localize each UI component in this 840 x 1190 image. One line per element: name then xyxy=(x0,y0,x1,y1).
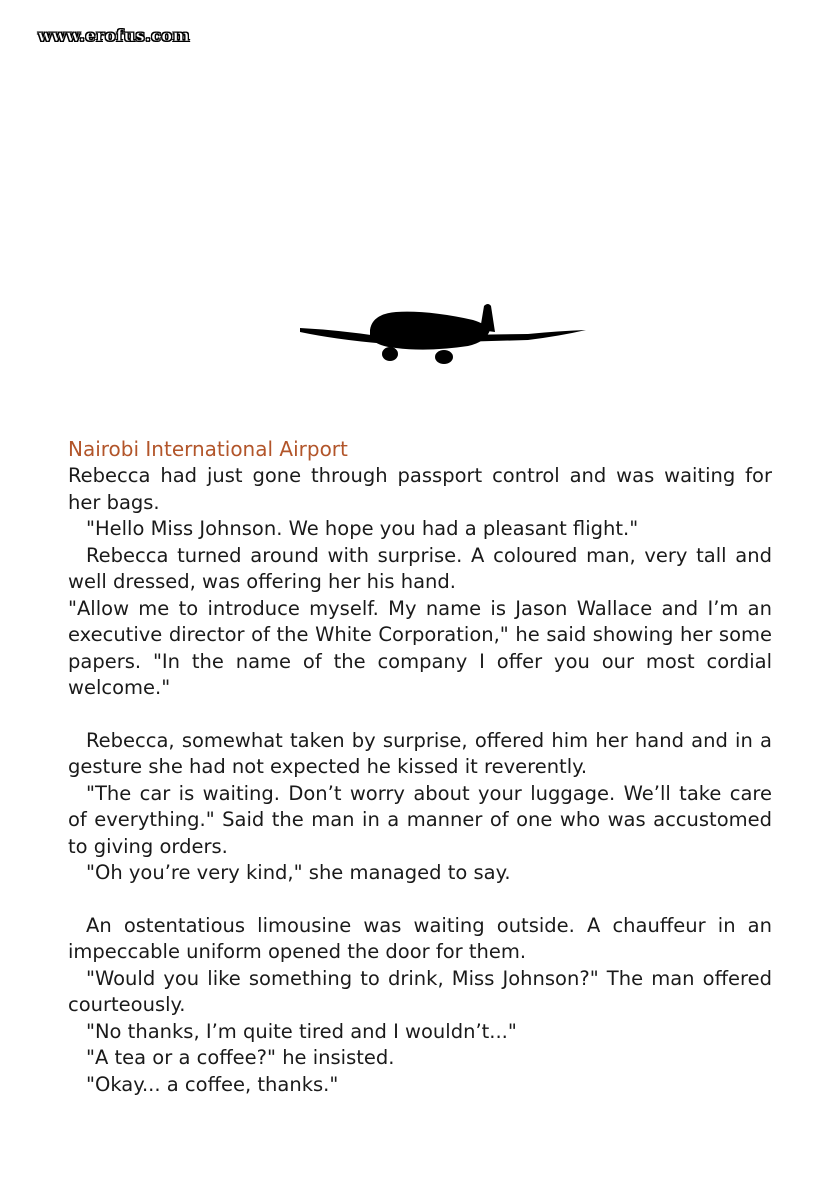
paragraph: "Would you like something to drink, Miss Johnson?" The man offered courteously. xyxy=(68,966,772,1016)
paragraph: "The car is waiting. Don’t worry about your luggage. We’ll take care of everything." Said the man in a manner of one who was accustomed to giving orders. xyxy=(68,781,772,858)
story-text xyxy=(68,436,772,1098)
chapter-heading: Nairobi International Airport xyxy=(68,437,348,461)
paragraph: "A tea or a coffee?" he insisted. xyxy=(86,1046,395,1069)
paragraph: "Oh you’re very kind," she managed to say. xyxy=(86,861,511,884)
paragraph: Rebecca, somewhat taken by surprise, offered him her hand and in a gesture she had not expected he kissed it reverently. xyxy=(68,728,772,778)
paragraph: "Hello Miss Johnson. We hope you had a pleasant flight." xyxy=(86,517,639,540)
paragraph: "Okay... a coffee, thanks." xyxy=(86,1072,339,1096)
paragraph-gap xyxy=(68,702,772,728)
paragraph: "No thanks, I’m quite tired and I wouldn’t..." xyxy=(86,1019,517,1043)
watermark: www.erofus.com xyxy=(38,26,190,45)
paragraph-gap xyxy=(68,887,772,913)
paragraph: Rebecca had just gone through passport control and was waiting for her bags. xyxy=(68,464,772,514)
paragraph: An ostentatious limousine was waiting outside. A chauffeur in an impeccable uniform opened the door for them. xyxy=(68,913,772,963)
paragraph: Rebecca turned around with surprise. A coloured man, very tall and well dressed, was offering her his hand. xyxy=(68,543,772,593)
airplane-silhouette-icon xyxy=(298,300,588,366)
paragraph: "Allow me to introduce myself. My name is Jason Wallace and I’m an executive director of the White Corporation," he said showing her some papers. "In the name of the company I offer you our most cordial welcome." xyxy=(68,596,772,699)
